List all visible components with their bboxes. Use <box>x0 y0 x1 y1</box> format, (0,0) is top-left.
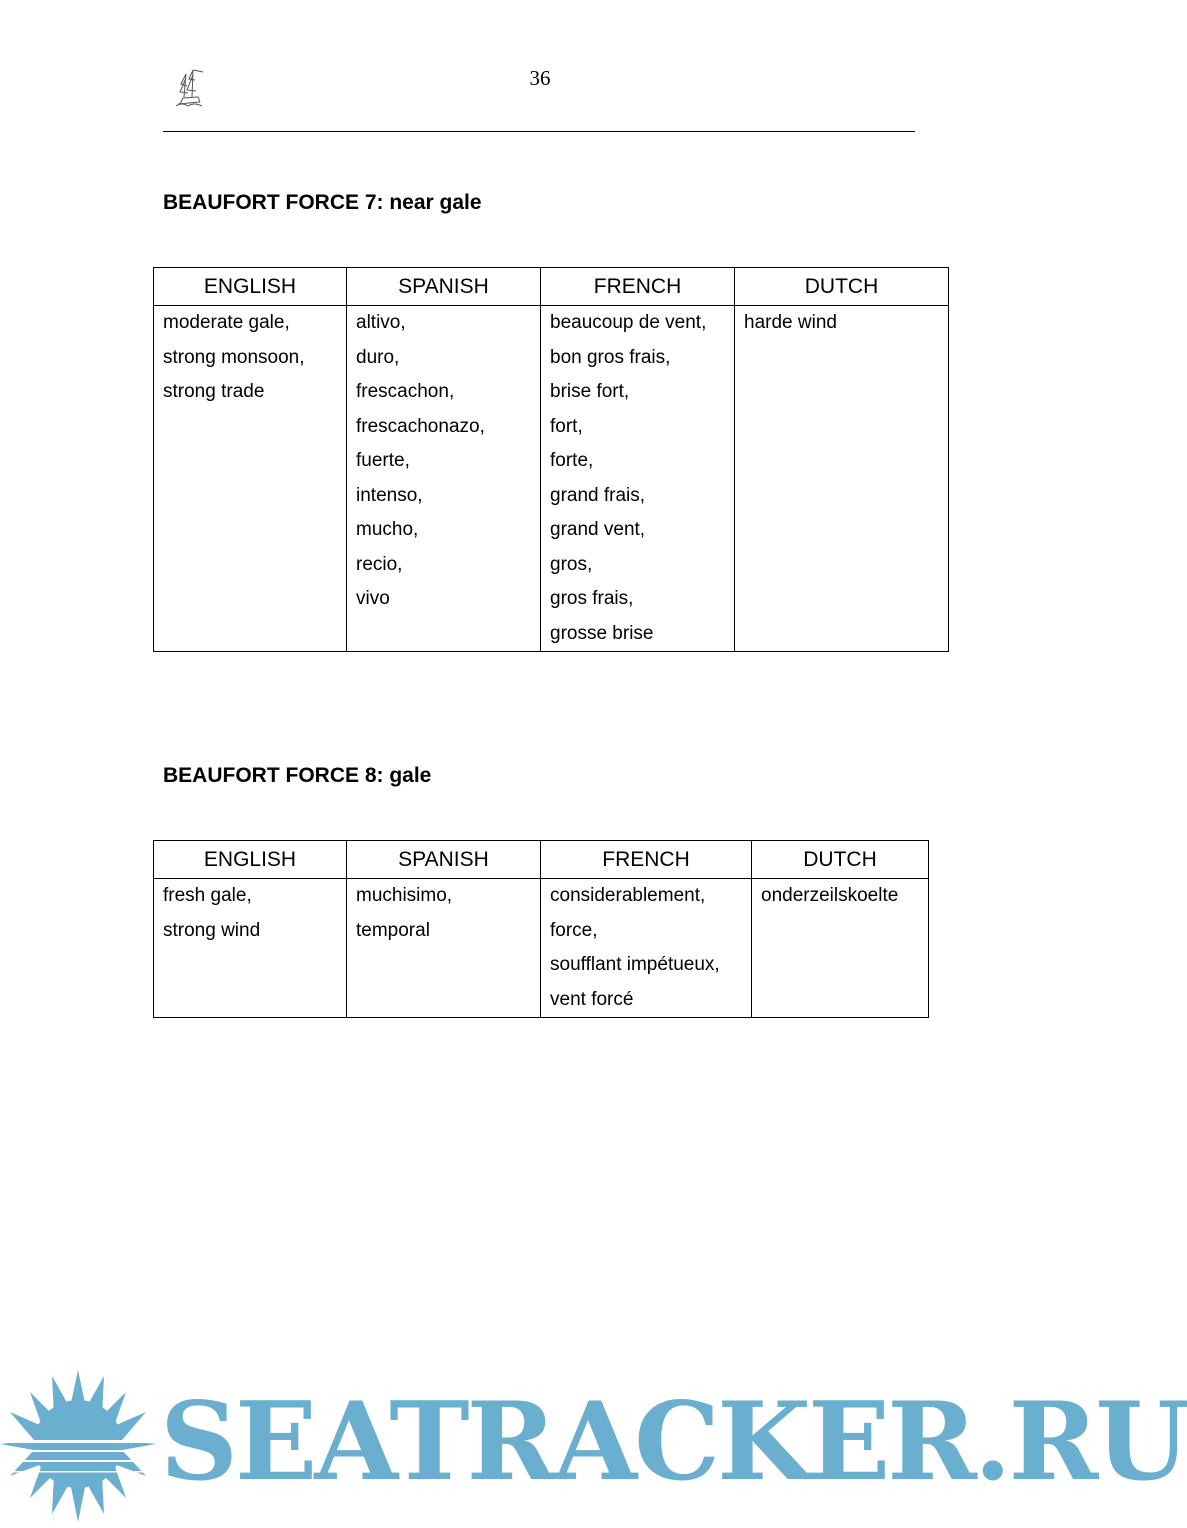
term: mucho, <box>356 519 419 540</box>
french-cell <box>541 879 752 1018</box>
page-number: 36 <box>529 66 551 90</box>
term: duro, <box>356 346 400 368</box>
column-header-french: FRENCH <box>541 268 735 306</box>
column-header-spanish: SPANISH <box>347 268 541 306</box>
term: frescachon, <box>356 381 455 402</box>
column-header-english: ENGLISH <box>154 841 347 879</box>
term: grand vent, <box>550 519 646 540</box>
term: grosse brise <box>550 622 654 644</box>
section-title-force-7: BEAUFORT FORCE 7: near gale <box>163 191 482 214</box>
term: vivo <box>356 588 390 609</box>
dutch-cell <box>735 306 949 652</box>
french-cell <box>541 306 735 652</box>
sun-icon <box>0 1370 160 1522</box>
dutch-cell <box>752 879 929 1018</box>
column-header-dutch: DUTCH <box>735 268 949 306</box>
vocab-table-force-8 <box>153 840 929 1018</box>
term: strong trade <box>163 381 265 402</box>
term: frescachonazo, <box>356 415 485 437</box>
term: altivo, <box>356 312 406 333</box>
term: muchisimo, <box>356 885 453 906</box>
table-header-row <box>154 268 949 306</box>
term: onderzeilskoelte <box>761 885 899 906</box>
term: fuerte, <box>356 450 410 471</box>
column-header-dutch: DUTCH <box>752 841 929 879</box>
term: grand frais, <box>550 484 646 506</box>
term: fresh gale, <box>163 885 252 906</box>
term: recio, <box>356 553 403 575</box>
watermark-text: SEATRACKER.RU <box>160 1379 1187 1505</box>
spanish-cell <box>347 306 541 652</box>
english-cell <box>154 306 347 652</box>
term: gros, <box>550 553 593 575</box>
table-header-row <box>154 841 929 879</box>
table-row <box>154 306 949 652</box>
term: temporal <box>356 919 430 941</box>
english-cell <box>154 879 347 1018</box>
term: intenso, <box>356 484 423 506</box>
section-title-force-8: BEAUFORT FORCE 8: gale <box>163 764 432 787</box>
term: strong monsoon, <box>163 346 305 368</box>
term: considerablement, <box>550 885 706 906</box>
term: force, <box>550 919 598 941</box>
term: bon gros frais, <box>550 346 671 368</box>
term: brise fort, <box>550 381 630 402</box>
term: soufflant impétueux, <box>550 954 720 975</box>
column-header-spanish: SPANISH <box>347 841 541 879</box>
term: moderate gale, <box>163 312 290 333</box>
column-header-french: FRENCH <box>541 841 752 879</box>
spanish-cell <box>347 879 541 1018</box>
term: beaucoup de vent, <box>550 312 707 333</box>
term: strong wind <box>163 919 261 941</box>
term: fort, <box>550 415 583 437</box>
term: harde wind <box>744 312 837 333</box>
term: vent forcé <box>550 988 634 1010</box>
header-rule <box>163 131 915 132</box>
term: forte, <box>550 450 594 471</box>
term: gros frais, <box>550 588 634 609</box>
table-row <box>154 879 929 1018</box>
vocab-table-force-7 <box>153 267 949 652</box>
column-header-english: ENGLISH <box>154 268 347 306</box>
